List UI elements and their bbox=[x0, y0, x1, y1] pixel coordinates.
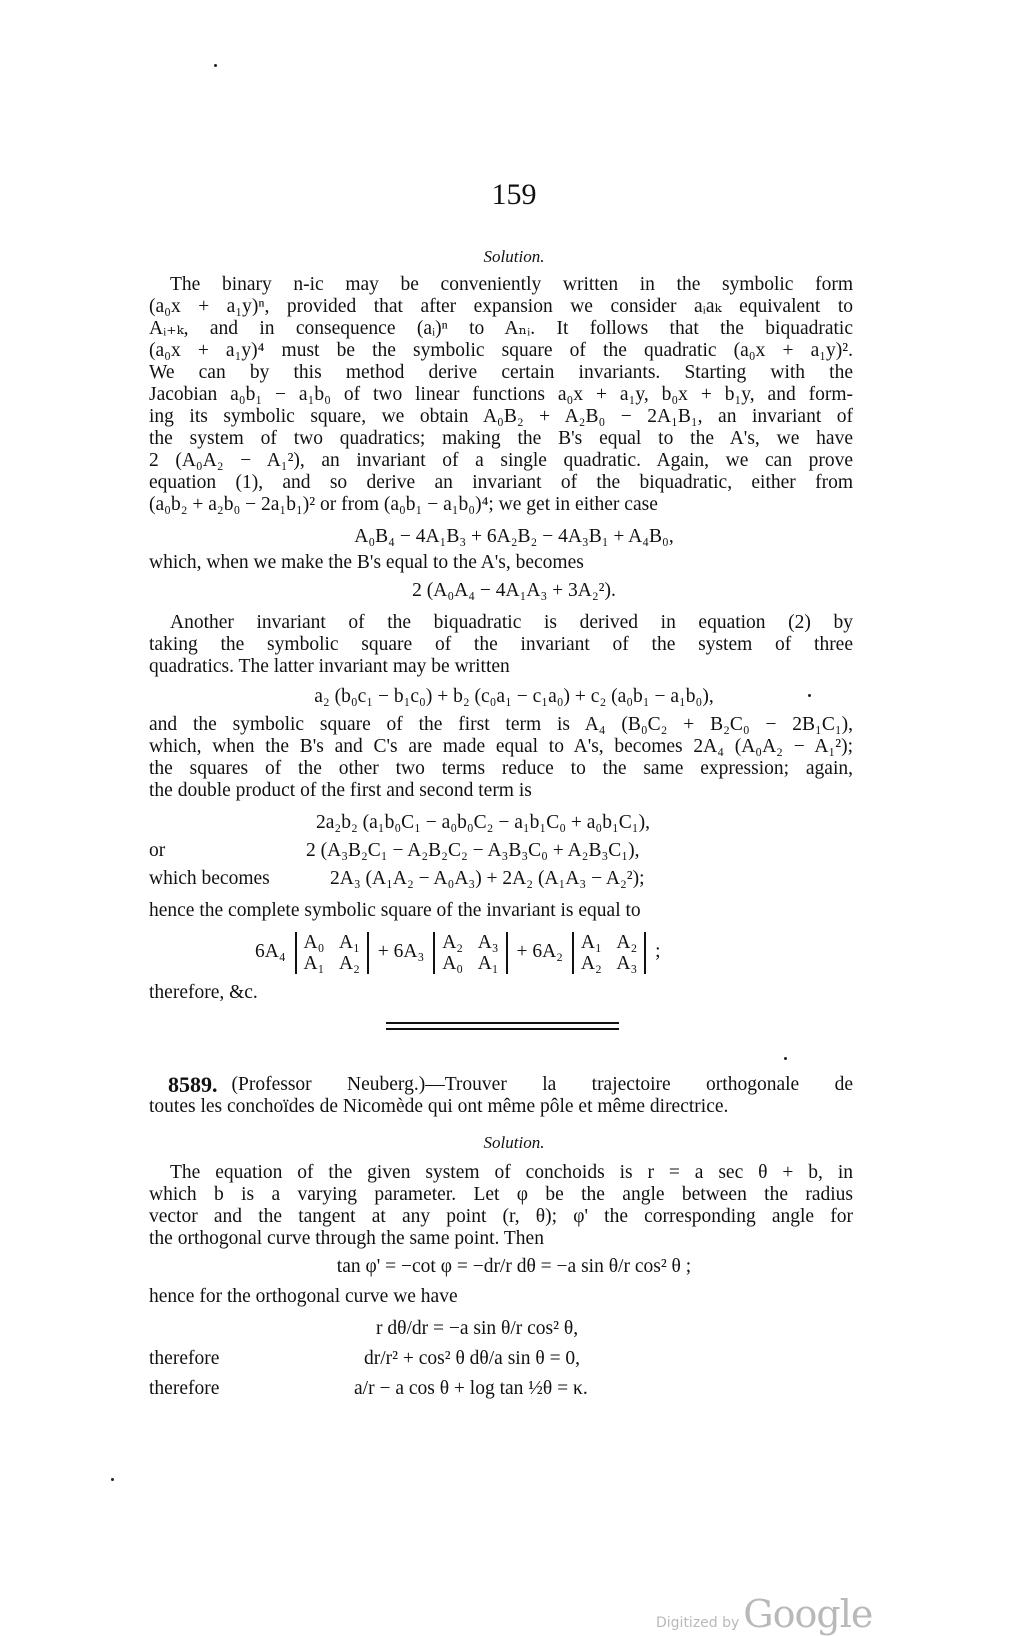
speck-dot bbox=[784, 1057, 787, 1060]
paragraph-line: (a₀x + a₁y)⁴ must be the symbolic square of the quadratic (a₀x + a₁y)². bbox=[149, 340, 853, 361]
label-therefore: therefore bbox=[149, 1348, 220, 1369]
det-entry: A₂ bbox=[339, 952, 360, 974]
speck-dot bbox=[214, 64, 217, 67]
paragraph-line: We can by this method derive certain invariants. Starting with the bbox=[149, 362, 853, 383]
det-entry: A₀ bbox=[442, 952, 464, 974]
equation: dr/r² + cos² θ dθ/a sin θ = 0, bbox=[364, 1348, 581, 1369]
paragraph-line: Jacobian a₀b₁ − a₁b₀ of two linear functions a₀x + a₁y, b₀x + b₁y, and form- bbox=[149, 384, 853, 405]
paragraph-line: 2 (A₀A₂ − A₁²), an invariant of a single quadratic. Again, we can prove bbox=[149, 450, 853, 471]
determinant bbox=[572, 932, 646, 974]
paragraph-line: taking the symbolic square of the invariant of the system of three bbox=[149, 634, 853, 655]
equation: A₀B₄ − 4A₁B₃ + 6A₂B₂ − 4A₃B₁ + A₄B₀, bbox=[354, 526, 674, 547]
determinant bbox=[295, 932, 369, 974]
question-number: 8589. bbox=[168, 1072, 218, 1097]
question-text: (Professor Neuberg.)—Trouver la trajectoire orthogonale de bbox=[231, 1074, 853, 1095]
equation: 2A₃ (A₁A₂ − A₀A₃) + 2A₂ (A₁A₃ − A₂²); bbox=[330, 868, 645, 889]
paragraph-line: Aᵢ₊ₖ, and in consequence (aᵢ)ⁿ to Aₙᵢ. It follows that the biquadratic bbox=[149, 318, 853, 339]
coefficient: + 6A₃ bbox=[377, 941, 425, 962]
solution-heading: Solution. bbox=[483, 247, 545, 266]
paragraph-line: The equation of the given system of conchoids is r = a sec θ + b, in bbox=[170, 1162, 853, 1183]
paragraph-line: which, when the B's and C's are made equal to A's, becomes 2A₄ (A₀A₂ − A₁²); bbox=[149, 736, 853, 757]
paragraph-line: ing its symbolic square, we obtain A₀B₂ + A₂B₀ − 2A₁B₁, an invariant of bbox=[149, 406, 853, 427]
det-entry: A₁ bbox=[580, 931, 602, 953]
google-logo-text: Google bbox=[743, 1592, 873, 1636]
paragraph-line: equation (1), and so derive an invariant of the biquadratic, either from bbox=[149, 472, 853, 493]
paragraph-line: vector and the tangent at any point (r, θ); φ' the corresponding angle for bbox=[149, 1206, 853, 1227]
section-rule-top bbox=[386, 1022, 619, 1024]
solution-heading: Solution. bbox=[483, 1133, 545, 1152]
watermark-small-text: Digitized by bbox=[656, 1615, 740, 1631]
paragraph-line: Another invariant of the biquadratic is derived in equation (2) by bbox=[170, 612, 853, 633]
paragraph-line: and the symbolic square of the first term is A₄ (B₀C₂ + B₂C₀ − 2B₁C₁), bbox=[149, 714, 853, 735]
paragraph-line: which, when we make the B's equal to the A's, becomes bbox=[149, 552, 584, 573]
equation: a/r − a cos θ + log tan ½θ = κ. bbox=[354, 1378, 588, 1399]
question-line: toutes les conchoïdes de Nicomède qui ont même pôle et même directrice. bbox=[149, 1096, 729, 1117]
speck-dot bbox=[111, 1478, 114, 1481]
question-line bbox=[168, 1074, 853, 1096]
equation: 2 (A₀A₄ − 4A₁A₃ + 3A₂²). bbox=[412, 580, 616, 601]
equation: r dθ/dr = −a sin θ/r cos² θ, bbox=[376, 1318, 579, 1339]
coefficient: 6A₄ bbox=[255, 941, 286, 962]
semicolon: ; bbox=[655, 941, 661, 962]
det-entry: A₂ bbox=[616, 931, 638, 953]
paragraph-line: the system of two quadratics; making the B's equal to the A's, we have bbox=[149, 428, 853, 449]
paragraph-line: The binary n-ic may be conveniently written in the symbolic form bbox=[170, 274, 853, 295]
paragraph-line: quadratics. The latter invariant may be written bbox=[149, 656, 510, 677]
equation: 2 (A₃B₂C₁ − A₂B₂C₂ − A₃B₃C₀ + A₂B₃C₁), bbox=[306, 840, 640, 861]
det-entry: A₁ bbox=[339, 931, 360, 953]
paragraph-line: therefore, &c. bbox=[149, 982, 258, 1003]
paragraph-line: the squares of the other two terms reduce to the same expression; again, bbox=[149, 758, 853, 779]
coefficient: + 6A₂ bbox=[516, 941, 563, 962]
paragraph-line: hence for the orthogonal curve we have bbox=[149, 1286, 458, 1307]
det-entry: A₃ bbox=[477, 931, 499, 953]
paragraph-line: the double product of the first and second term is bbox=[149, 780, 532, 801]
equation: a₂ (b₀c₁ − b₁c₀) + b₂ (c₀a₁ − c₁a₀) + c₂ (a₀b₁ − a₁b₀), bbox=[314, 686, 714, 707]
equation: tan φ' = −cot φ = −dr/r dθ = −a sin θ/r cos² θ ; bbox=[336, 1256, 692, 1277]
det-entry: A₁ bbox=[303, 952, 325, 974]
label-which-becomes: which becomes bbox=[149, 868, 270, 889]
label-or: or bbox=[149, 840, 166, 861]
det-entry: A₁ bbox=[477, 952, 499, 974]
label-therefore: therefore bbox=[149, 1378, 220, 1399]
determinant-expression bbox=[255, 930, 661, 976]
paragraph-line: which b is a varying parameter. Let φ be the angle between the radius bbox=[149, 1184, 853, 1205]
paragraph-line: (a₀b₂ + a₂b₀ − 2a₁b₁)² or from (a₀b₁ − a₁b₀)⁴; we get in either case bbox=[149, 494, 658, 515]
det-entry: A₃ bbox=[616, 952, 638, 974]
determinant bbox=[433, 932, 507, 974]
paragraph-line: the orthogonal curve through the same point. Then bbox=[149, 1228, 544, 1249]
det-entry: A₀ bbox=[303, 931, 325, 953]
det-entry: A₂ bbox=[580, 952, 602, 974]
page-number: 159 bbox=[491, 178, 537, 211]
section-rule-bottom bbox=[386, 1028, 619, 1030]
paragraph-line: (a₀x + a₁y)ⁿ, provided that after expansion we consider aᵢaₖ equivalent to bbox=[149, 296, 853, 317]
equation: 2a₂b₂ (a₁b₀C₁ − a₀b₀C₂ − a₁b₁C₀ + a₀b₁C₁), bbox=[316, 812, 650, 833]
paragraph-line: hence the complete symbolic square of the invariant is equal to bbox=[149, 900, 641, 921]
digitized-watermark bbox=[656, 1592, 872, 1636]
det-entry: A₂ bbox=[442, 931, 464, 953]
